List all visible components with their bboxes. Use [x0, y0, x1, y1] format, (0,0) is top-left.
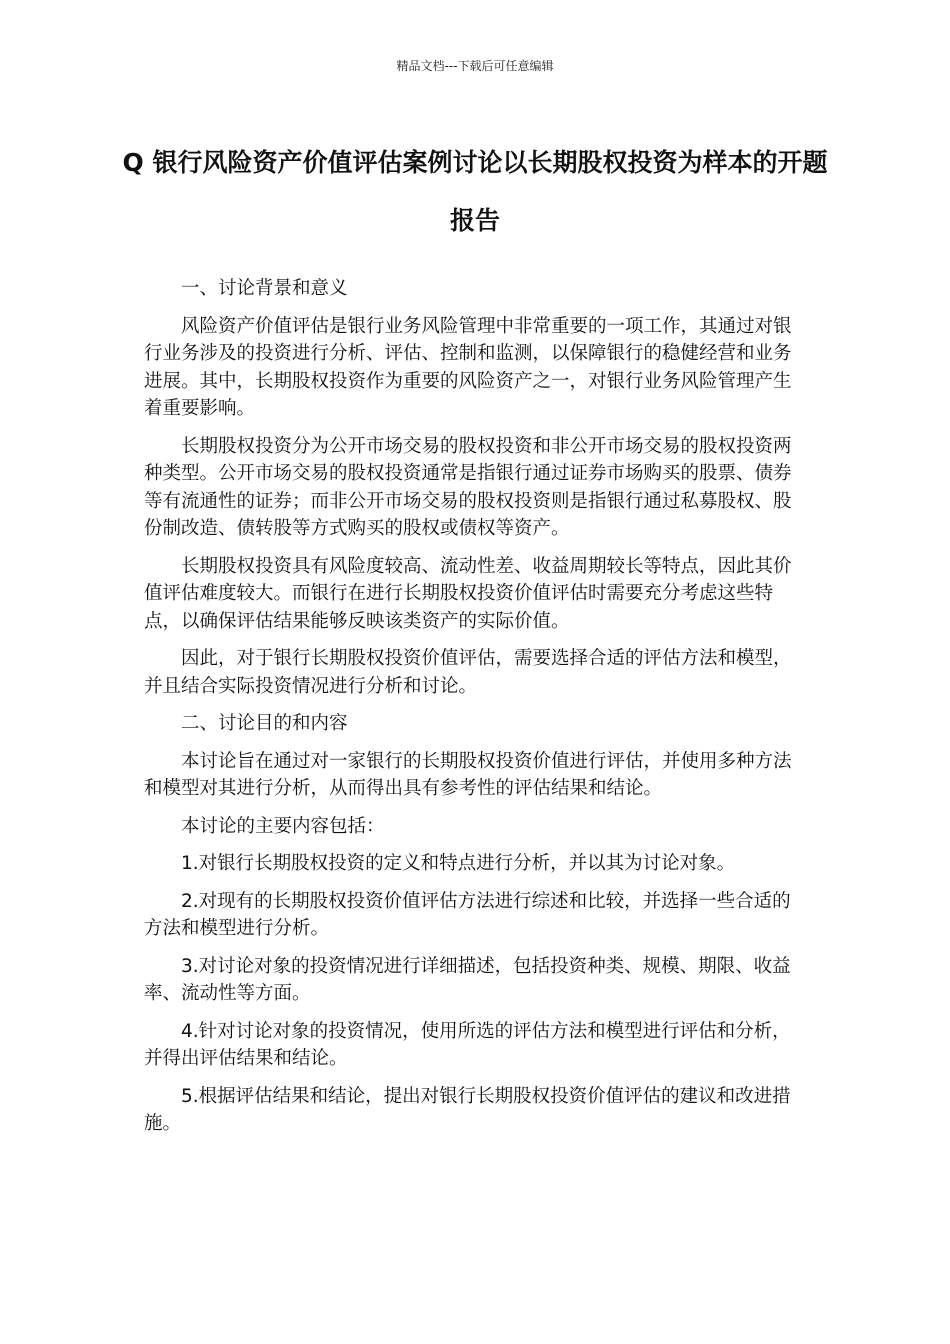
content-list-item: 3.对讨论对象的投资情况进行详细描述，包括投资种类、规模、期限、收益率、流动性等方面。	[144, 955, 791, 1004]
section-2-intro: 本讨论旨在通过对一家银行的长期股权投资价值进行评估，并使用多种方法和模型对其进行分析，从而得出具有参考性的评估结果和结论。	[144, 750, 792, 799]
section-1-paragraph: 长期股权投资分为公开市场交易的股权投资和非公开市场交易的股权投资两种类型。公开市场交易的股权投资通常是指银行通过证券市场购买的股票、债券等有流通性的证券；而非公开市场交易的股权投资则是指银行通过私募股权、股份制改造、债转股等方式购买的股权或债权等资产。	[144, 435, 792, 539]
document-body	[144, 275, 794, 1148]
section-2-heading: 二、讨论目的和内容	[181, 713, 348, 734]
content-list-item: 4.针对讨论对象的投资情况，使用所选的评估方法和模型进行评估和分析，并得出评估结果和结论。	[144, 1020, 791, 1069]
section-1-paragraph: 长期股权投资具有风险度较高、流动性差、收益周期较长等特点，因此其价值评估难度较大。而银行在进行长期股权投资价值评估时需要充分考虑这些特点，以确保评估结果能够反映该类资产的实际价值。	[144, 555, 792, 632]
content-list-item: 5.根据评估结果和结论，提出对银行长期股权投资价值评估的建议和改进措施。	[144, 1085, 791, 1134]
content-list-item: 1.对银行长期股权投资的定义和特点进行分析，并以其为讨论对象。	[181, 853, 736, 874]
content-list-item: 2.对现有的长期股权投资价值评估方法进行综述和比较，并选择一些合适的方法和模型进行分析。	[144, 890, 791, 939]
section-1-paragraph: 风险资产价值评估是银行业务风险管理中非常重要的一项工作，其通过对银行业务涉及的投资进行分析、评估、控制和监测，以保障银行的稳健经营和业务进展。其中，长期股权投资作为重要的风险资产之一，对银行业务风险管理产生着重要影响。	[144, 315, 792, 419]
header-note: 精品文档---下载后可任意编辑	[396, 59, 554, 73]
section-1-heading: 一、讨论背景和意义	[181, 278, 348, 299]
section-2-lead: 本讨论的主要内容包括：	[181, 815, 385, 837]
section-1-paragraph: 因此，对于银行长期股权投资价值评估，需要选择合适的评估方法和模型，并且结合实际投资情况进行分析和讨论。	[144, 648, 792, 697]
document-title: Q 银行风险资产价值评估案例讨论以长期股权投资为样本的开题报告	[122, 148, 828, 235]
